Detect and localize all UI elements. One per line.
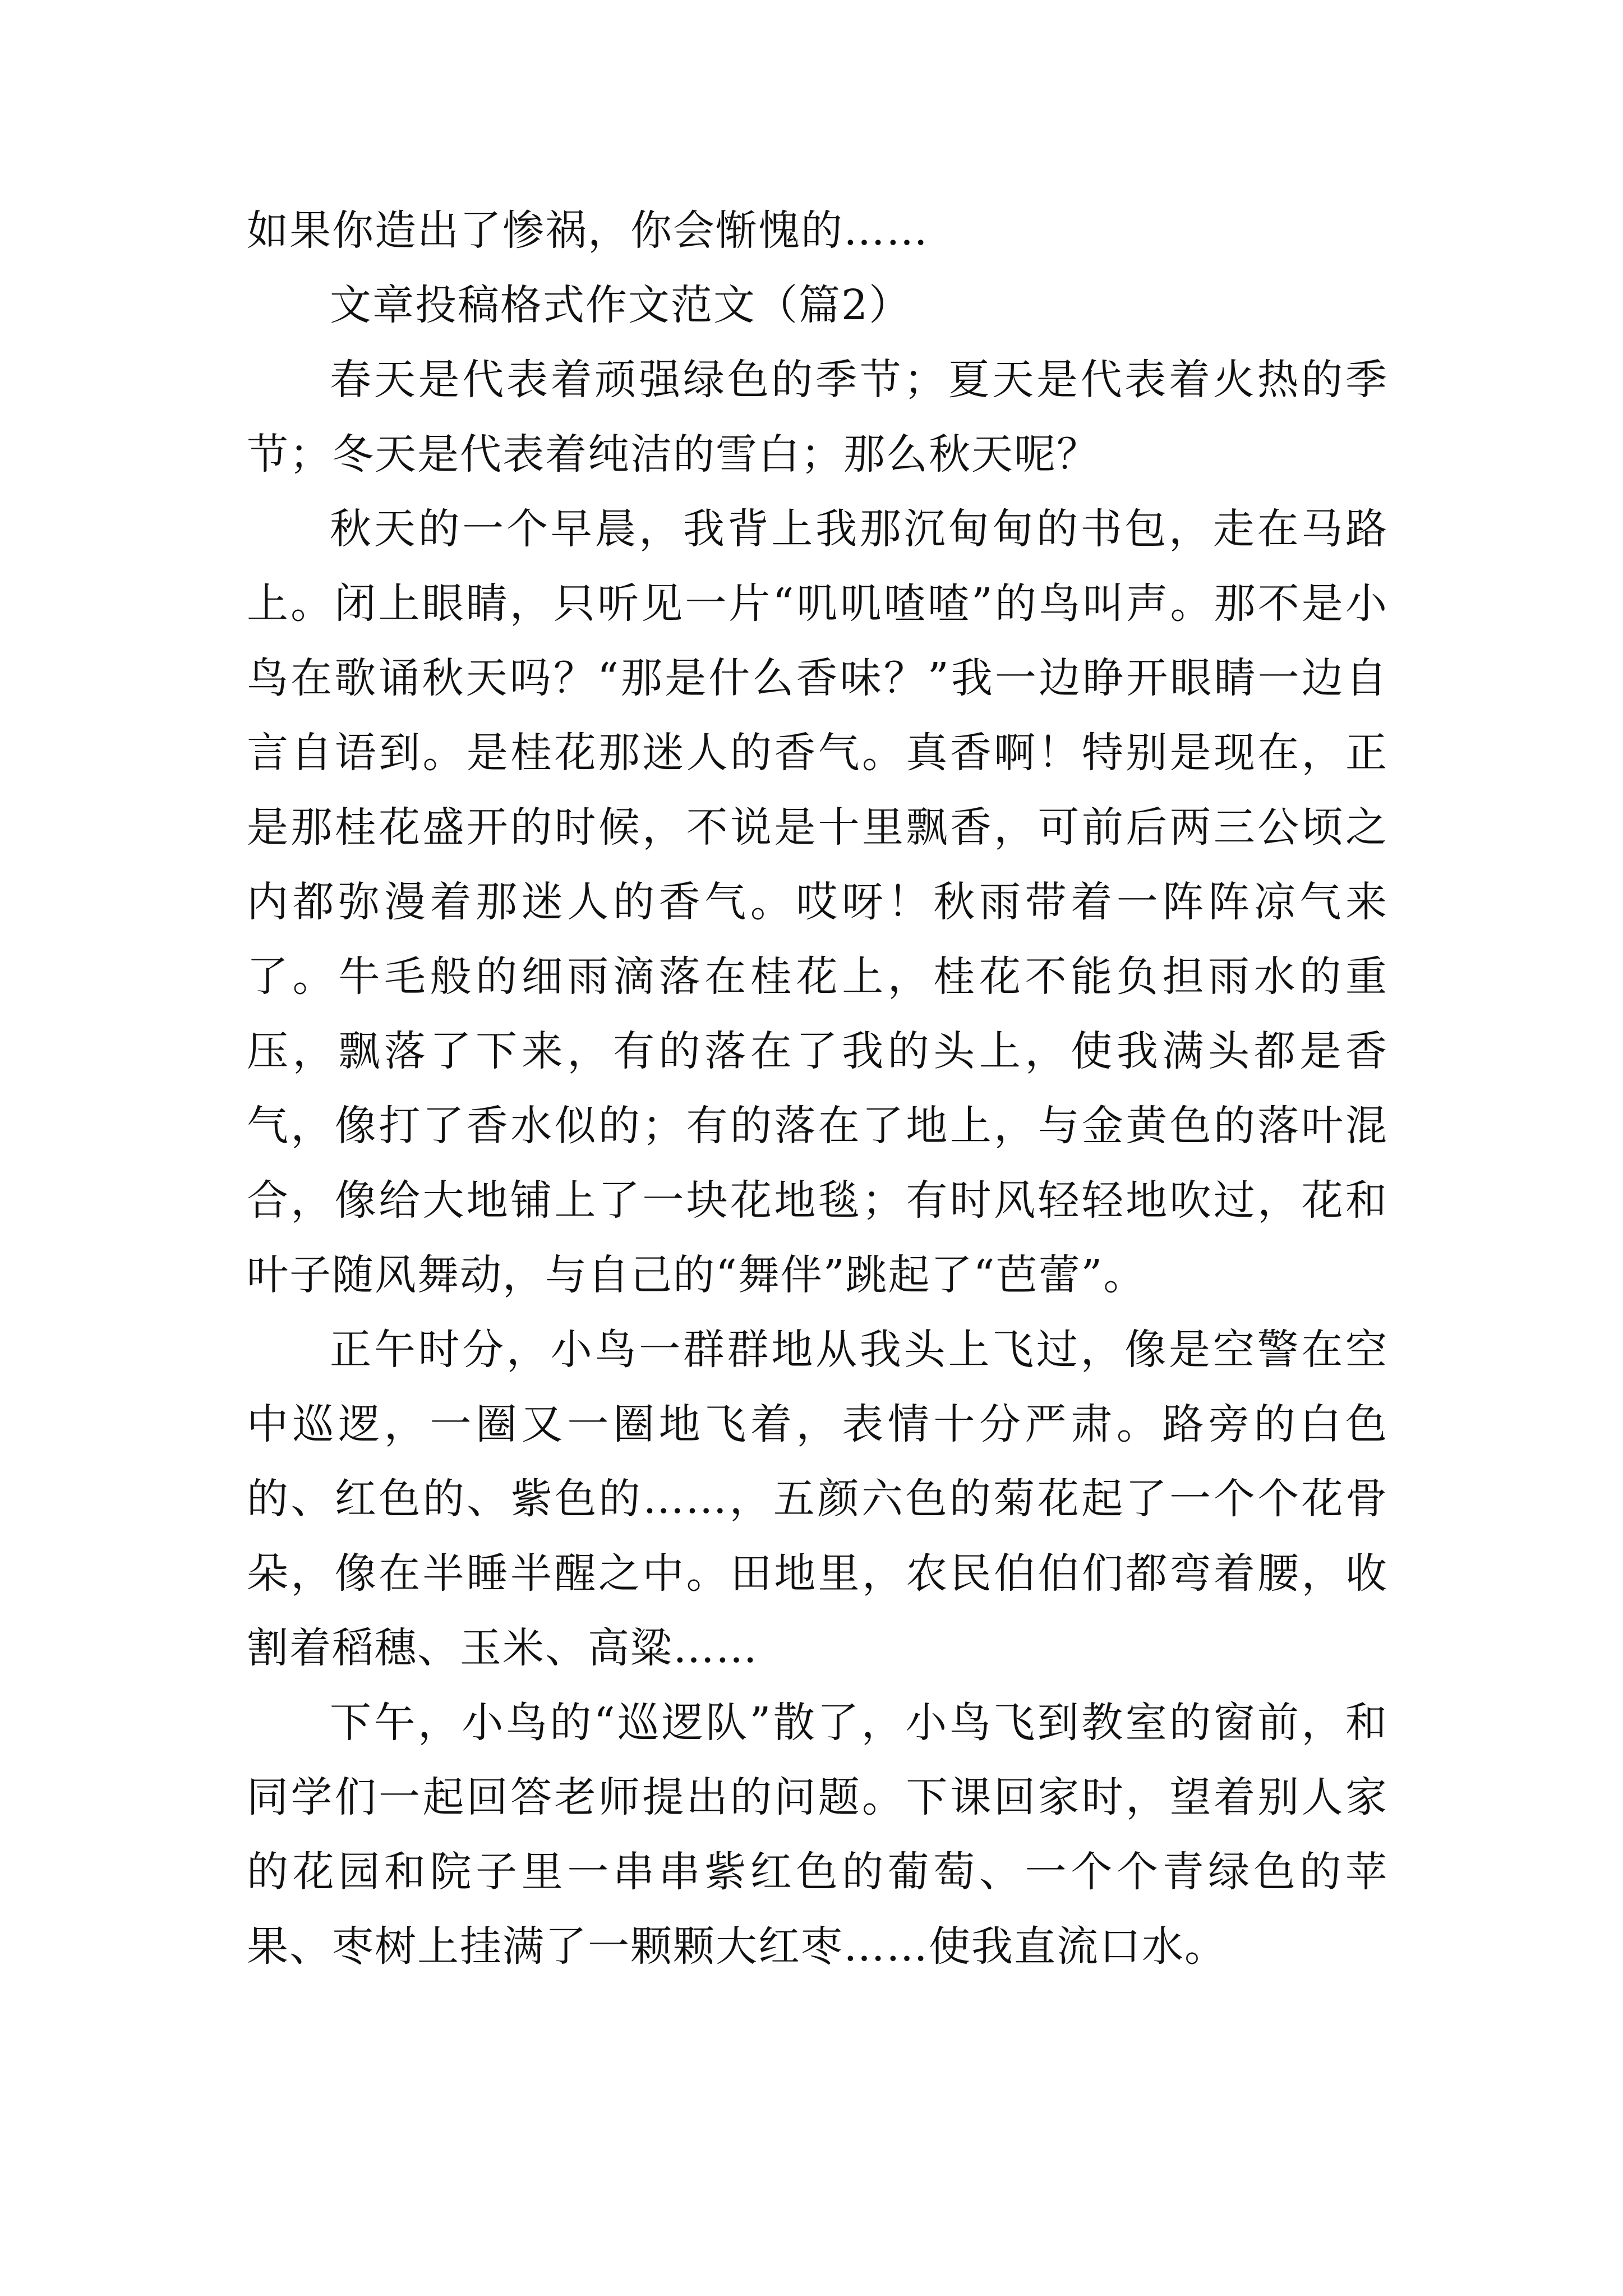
paragraph-afternoon: 下午，小鸟的“巡逻队”散了，小鸟飞到教室的窗前，和同学们一起回答老师提出的问题。下课回家时，望着别人家的花园和院子里一串串紫红色的葡萄、一个个青绿色的苹果、枣树上挂满了一颗颗大红枣……使我直流口水。	[247, 1699, 1388, 1971]
paragraph-seasons: 春天是代表着顽强绿色的季节；夏天是代表着火热的季节；冬天是代表着纯洁的雪白；那么秋天呢？	[247, 356, 1388, 478]
article-body	[247, 194, 1388, 1984]
paragraph-noon: 正午时分，小鸟一群群地从我头上飞过，像是空警在空中巡逻，一圈又一圈地飞着，表情十分严肃。路旁的白色的、红色的、紫色的……，五颜六色的菊花起了一个个花骨朵，像在半睡半醒之中。田地里，农民伯伯们都弯着腰，收割着稻穗、玉米、高粱……	[247, 1326, 1388, 1672]
paragraph-continuation: 如果你造出了惨祸，你会惭愧的……	[247, 206, 929, 255]
paragraph-morning: 秋天的一个早晨，我背上我那沉甸甸的书包，走在马路上。闭上眼睛，只听见一片“叽叽喳喳”的鸟叫声。那不是小鸟在歌诵秋天吗？“那是什么香味？”我一边睁开眼睛一边自言自语到。是桂花那迷人的香气。真香啊！特别是现在，正是那桂花盛开的时候，不说是十里飘香，可前后两三公顷之内都弥漫着那迷人的香气。哎呀！秋雨带着一阵阵凉气来了。牛毛般的细雨滴落在桂花上，桂花不能负担雨水的重压，飘落了下来，有的落在了我的头上，使我满头都是香气，像打了香水似的；有的落在了地上，与金黄色的落叶混合，像给大地铺上了一块花地毯；有时风轻轻地吹过，花和叶子随风舞动，与自己的“舞伴”跳起了“芭蕾”。	[247, 505, 1388, 1299]
section-title: 文章投稿格式作文范文（篇2）	[330, 281, 912, 329]
